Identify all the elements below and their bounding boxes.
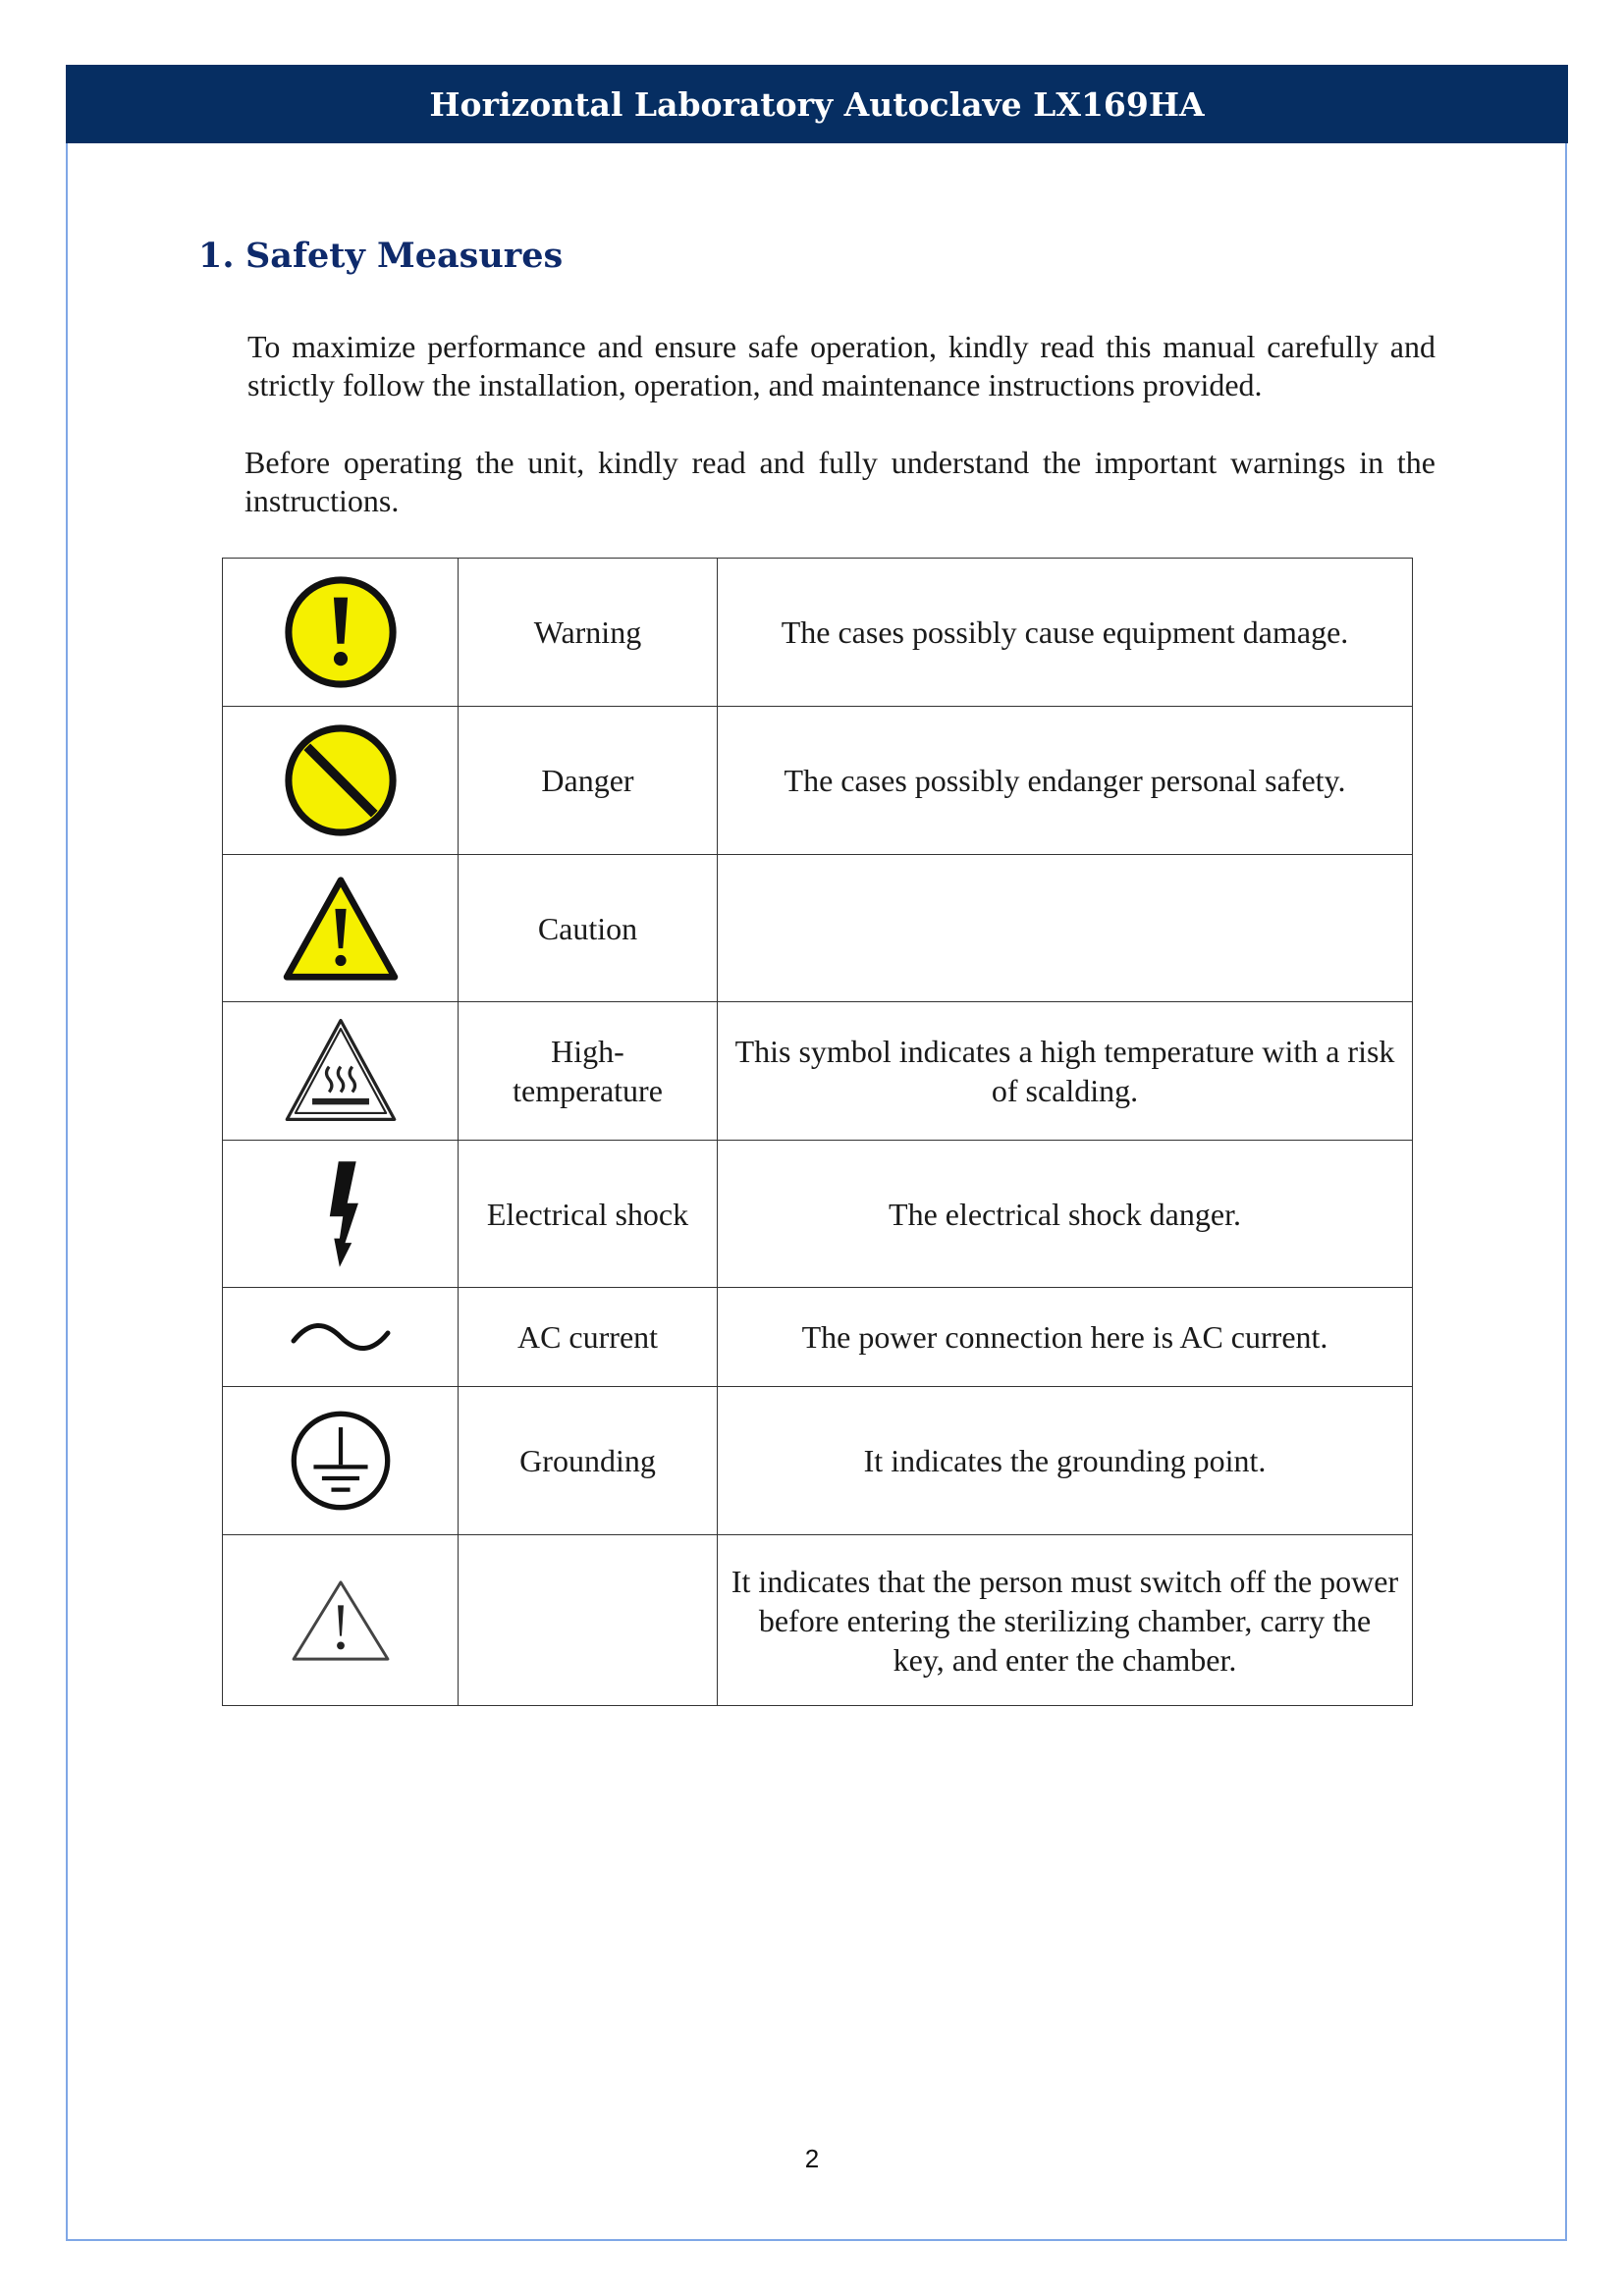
symbol-description — [718, 855, 1413, 1002]
symbol-label: High- temperature — [459, 1002, 718, 1141]
section-number: 1. — [198, 236, 235, 276]
section-title: Safety Measures — [245, 236, 564, 276]
table-row — [223, 559, 1413, 707]
symbol-description: This symbol indicates a high temperature with a risk of scalding. — [718, 1002, 1413, 1141]
page-number: 2 — [804, 2144, 820, 2173]
symbol-label — [459, 1535, 718, 1706]
hot-surface-icon — [283, 1016, 399, 1126]
symbol-label: AC current — [459, 1288, 718, 1387]
symbol-label: Grounding — [459, 1387, 718, 1535]
prohibition-icon — [283, 722, 399, 838]
symbol-description: The electrical shock danger. — [718, 1141, 1413, 1288]
symbol-label: Caution — [459, 855, 718, 1002]
symbol-description: The power connection here is AC current. — [718, 1288, 1413, 1387]
table-row — [223, 1387, 1413, 1535]
table-row — [223, 1002, 1413, 1141]
symbol-label: Electrical shock — [459, 1141, 718, 1288]
symbol-description: The cases possibly endanger personal safety. — [718, 707, 1413, 855]
symbol-icon-cell — [223, 1387, 459, 1535]
warning-outline-triangle-icon — [288, 1576, 394, 1665]
symbol-icon-cell — [223, 855, 459, 1002]
exclamation-circle-icon — [283, 574, 399, 690]
safety-symbols-table — [222, 558, 1413, 1706]
symbol-icon-cell — [223, 1141, 459, 1288]
symbol-icon-cell — [223, 1288, 459, 1387]
table-row — [223, 707, 1413, 855]
symbol-description: The cases possibly cause equipment damage. — [718, 559, 1413, 707]
ac-wave-icon — [290, 1317, 392, 1357]
header-bar — [66, 65, 1568, 143]
lightning-bolt-icon — [316, 1159, 365, 1269]
intro-paragraph: To maximize performance and ensure safe operation, kindly read this manual carefully and strictly follow the installation, operation, and maintenance instructions provided. — [247, 329, 1435, 402]
symbol-icon-cell — [223, 1535, 459, 1706]
symbol-label: Warning — [459, 559, 718, 707]
table-row — [223, 1141, 1413, 1288]
symbol-icon-cell — [223, 1002, 459, 1141]
table-row — [223, 855, 1413, 1002]
ground-symbol-icon — [289, 1409, 393, 1513]
table-row — [223, 1288, 1413, 1387]
symbol-label: Danger — [459, 707, 718, 855]
symbol-description: It indicates the grounding point. — [718, 1387, 1413, 1535]
symbol-icon-cell — [223, 559, 459, 707]
section-heading — [198, 236, 563, 276]
symbol-description: It indicates that the person must switch off the power before entering the sterilizing chamber, carry the key, and enter the chamber. — [718, 1535, 1413, 1706]
document-title: Horizontal Laboratory Autoclave LX169HA — [429, 84, 1205, 124]
symbol-icon-cell — [223, 707, 459, 855]
caution-triangle-icon — [280, 874, 402, 984]
warning-paragraph: Before operating the unit, kindly read and fully understand the important warnings in the instructions. — [244, 445, 1435, 518]
table-row — [223, 1535, 1413, 1706]
